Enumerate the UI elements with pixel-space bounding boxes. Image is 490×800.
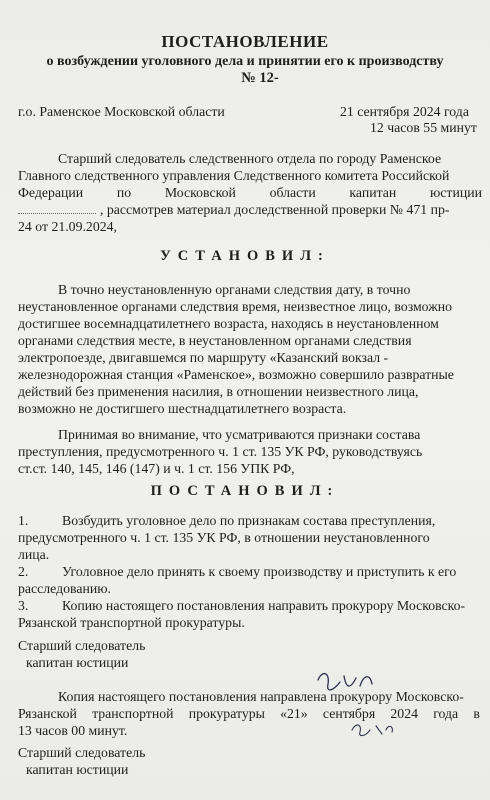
ustanovil-line-2: неустановленное органами следствия время, неизвестное лицо, возможно [18, 299, 453, 314]
ustanovil-line-1: В точно неустановленную органами следствия дату, в точно [58, 282, 411, 297]
decision-item-3-line-2: Рязанской транспортной прокуратуры. [18, 615, 245, 630]
copy-note-line-1: Копия настоящего постановления направлена прокурору Московско- [58, 689, 464, 704]
signature-1-rank: капитан юстиции [26, 655, 129, 670]
ustanovil-line-6: железнодорожная станция «Раменское», возможно совершило развратные [18, 367, 454, 382]
decision-item-1-line-3: лица. [18, 547, 50, 562]
section-heading-ustanovil: УСТАНОВИЛ: [160, 248, 330, 264]
copy-note-line-2: Рязанской транспортной прокуратуры «21» сентября 2024 года в [18, 706, 480, 721]
intro-line-1: Старший следователь следственного отдела по городу Раменское [58, 151, 442, 166]
section-heading-postanovil: ПОСТАНОВИЛ: [150, 483, 340, 499]
decision-item-1-line-1: Возбудить уголовное дело по признакам состава преступления, [62, 513, 436, 528]
place: г.о. Раменское Московской области [18, 104, 225, 119]
intro-line-2: Главного следственного управления Следственного комитета Российской [18, 168, 450, 183]
intro-line-3: Федерации по Московской области капитан юстиции [18, 185, 482, 200]
ustanovil-para2-line-2: преступления, предусмотренного ч. 1 ст. 135 УК РФ, руководствуясь [18, 444, 423, 459]
decision-item-1-line-2: предусмотренного ч. 1 ст. 135 УК РФ, в отношении неустановленного [18, 530, 430, 545]
decision-item-2-line-1: Уголовное дело принять к своему производству и приступить к его [62, 564, 457, 579]
ustanovil-line-7: действий без применения насилия, в отношении неизвестного лица, [18, 384, 419, 399]
signature-1-position: Старший следователь [18, 638, 146, 653]
document-number: № 12- [241, 70, 279, 86]
document-title: ПОСТАНОВЛЕНИЕ [161, 32, 329, 51]
intro-line-5: 24 от 21.09.2024, [18, 219, 117, 234]
time: 12 часов 55 минут [370, 120, 477, 135]
decision-item-3-line-1: Копию настоящего постановления направить прокурору Московско- [62, 598, 466, 613]
ustanovil-line-8: возможно не достигшего шестнадцатилетнего возраста. [18, 401, 347, 416]
signature-2-rank: капитан юстиции [26, 762, 129, 777]
ustanovil-para2-line-3: ст.ст. 140, 145, 146 (147) и ч. 1 ст. 156 УПК РФ, [18, 461, 295, 476]
ustanovil-para2-line-1: Принимая во внимание, что усматриваются признаки состава [58, 427, 421, 442]
decision-item-3-number: 3. [18, 598, 29, 613]
decision-item-2-number: 2. [18, 564, 29, 579]
date: 21 сентября 2024 года [340, 104, 469, 119]
decision-item-1-number: 1. [18, 513, 29, 528]
ustanovil-line-5: электропоезде, двигавшемся по маршруту «Казанский вокзал - [18, 350, 389, 365]
copy-note-line-3: 13 часов 00 минут. [18, 723, 128, 738]
ustanovil-line-3: достигшее восемнадцатилетнего возраста, находясь в неустановленном [18, 316, 439, 331]
intro-line-4: , рассмотрев материал доследственной проверки № 471 пр- [18, 202, 490, 218]
ustanovil-line-4: органами следствия месте, в неустановленном органами следствия [18, 333, 412, 348]
signature-2-position: Старший следователь [18, 745, 146, 760]
document-subtitle: о возбуждении уголовного дела и принятии его к производству [46, 54, 444, 69]
decision-item-2-line-2: расследованию. [18, 581, 111, 596]
redacted-name [18, 203, 96, 214]
handwritten-signature [300, 660, 430, 750]
